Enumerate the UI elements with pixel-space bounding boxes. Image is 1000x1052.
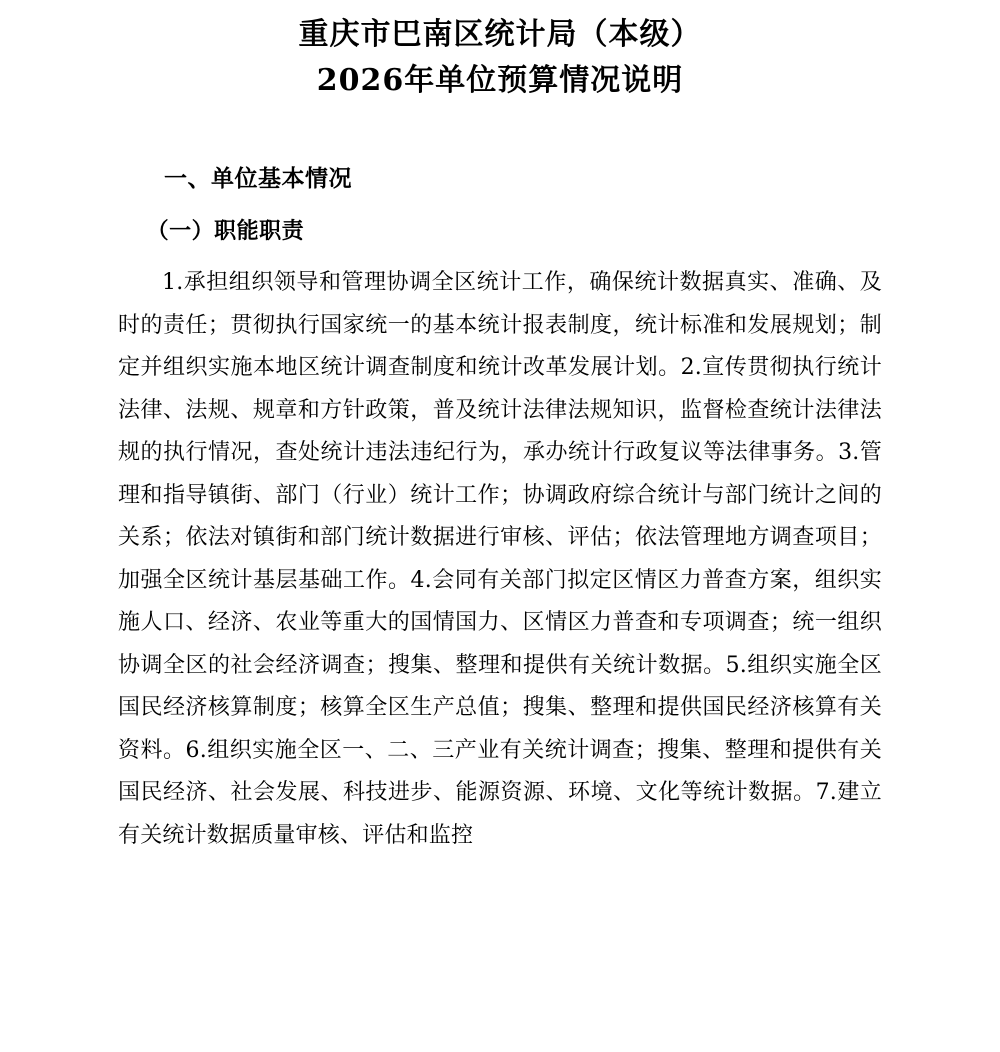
page-title: [0, 0, 1000, 104]
title-line-1: 重庆市巴南区统计局（本级）: [298, 17, 702, 52]
section-heading-unit-basic-info: 一、单位基本情况: [164, 165, 352, 192]
document-body: [0, 162, 1000, 857]
sub-heading-duties: （一）职能职责: [146, 218, 305, 244]
title-line-2: 2026年单位预算情况说明: [316, 63, 684, 98]
body-paragraph-duties: 1.承担组织领导和管理协调全区统计工作，确保统计数据真实、准确、及时的责任；贯彻执行国家统一的基本统计报表制度，统计标准和发展规划；制定并组织实施本地区统计调查制度和统计改革发展计划。2.宣传贯彻执行统计法律、法规、规章和方针政策，普及统计法律法规知识，监督检查统计法律法规的执行情况，查处统计违法违纪行为，承办统计行政复议等法律事务。3.管理和指导镇街、部门（行业）统计工作；协调政府综合统计与部门统计之间的关系；依法对镇街和部门统计数据进行审核、评估；依法管理地方调查项目；加强全区统计基层基础工作。4.会同有关部门拟定区情区力普查方案，组织实施人口、经济、农业等重大的国情国力、区情区力普查和专项调查；统一组织协调全区的社会经济调查；搜集、整理和提供有关统计数据。5.组织实施全区国民经济核算制度；核算全区生产总值；搜集、整理和提供国民经济核算有关资料。6.组织实施全区一、二、三产业有关统计调查；搜集、整理和提供有关国民经济、社会发展、科技进步、能源资源、环境、文化等统计数据。7.建立有关统计数据质量审核、评估和监控: [118, 270, 882, 848]
